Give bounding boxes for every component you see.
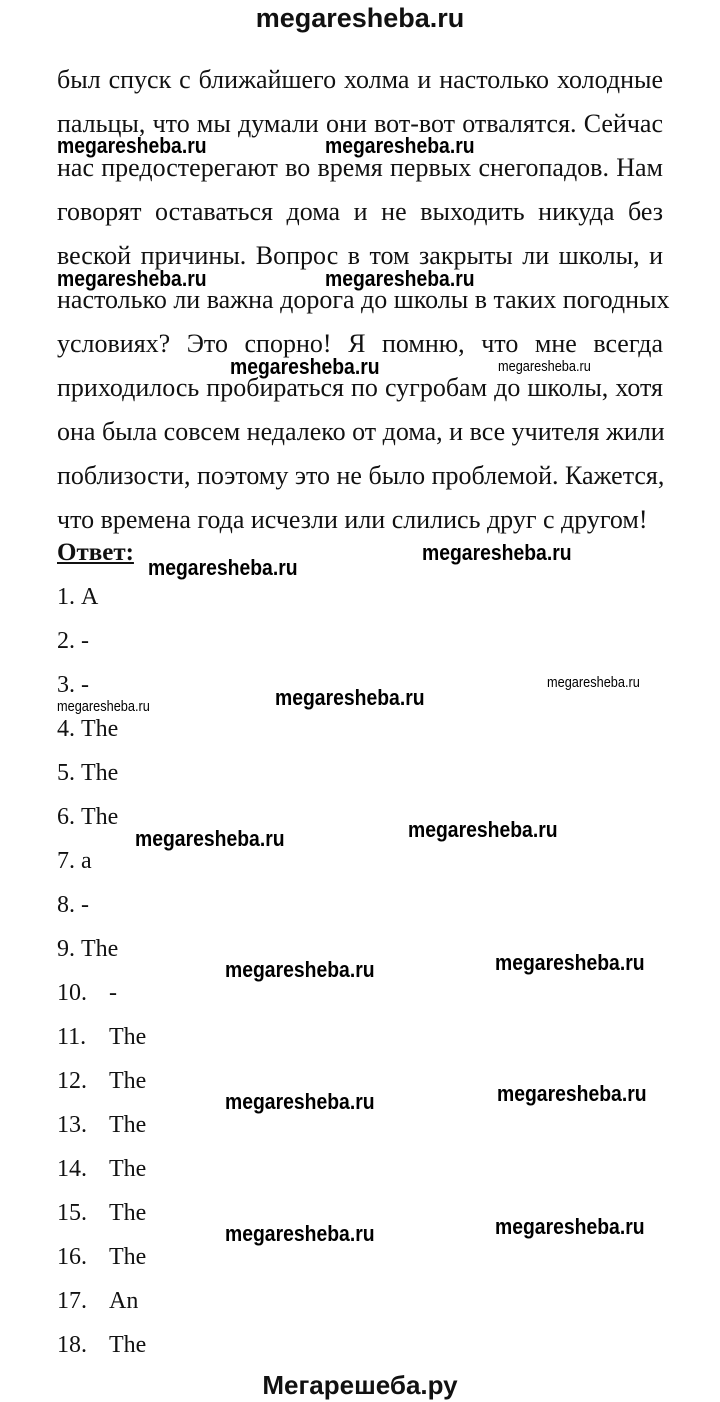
answer-number: 7. <box>57 848 75 874</box>
answer-text: - <box>81 892 89 918</box>
answer-number: 17. <box>57 1288 87 1314</box>
answer-item <box>57 1289 138 1313</box>
watermark-text: megaresheba.ru <box>275 685 425 710</box>
answer-number: 16. <box>57 1244 87 1270</box>
answer-heading: Ответ: <box>57 539 134 566</box>
answer-number: 9. <box>57 936 75 962</box>
answer-text: The <box>109 1024 147 1050</box>
answer-number: 15. <box>57 1200 87 1226</box>
answer-item <box>57 937 118 961</box>
answer-number: 13. <box>57 1112 87 1138</box>
answer-number: 1. <box>57 584 75 610</box>
watermark-text: megaresheba.ru <box>325 266 475 291</box>
watermark-text: megaresheba.ru <box>325 133 475 158</box>
watermark-text: megaresheba.ru <box>148 555 298 580</box>
watermark-text: megaresheba.ru <box>57 133 207 158</box>
answer-number: 11. <box>57 1024 87 1050</box>
answer-number: 12. <box>57 1068 87 1094</box>
watermark-text: megaresheba.ru <box>497 1081 647 1106</box>
answer-item <box>57 673 89 697</box>
answer-item <box>57 1069 146 1093</box>
answer-item <box>57 1113 146 1137</box>
paragraph-line: был спуск с ближайшего холма и настолько холодные <box>57 65 663 94</box>
paragraph-line: условиях? Это спорно! Я помню, что мне всегда <box>57 329 663 358</box>
watermark-text: megaresheba.ru <box>225 1089 375 1114</box>
answer-number: 5. <box>57 760 75 786</box>
watermark-text: megaresheba.ru <box>135 826 285 851</box>
answer-number: 14. <box>57 1156 87 1182</box>
watermark-text: megaresheba.ru <box>225 1221 375 1246</box>
paragraph-line: поблизости, поэтому это не было проблемой. Кажется, <box>57 461 665 490</box>
answer-item <box>57 805 118 829</box>
answer-item <box>57 1025 146 1049</box>
watermark-text: megaresheba.ru <box>495 1214 645 1239</box>
answer-text: The <box>109 1068 147 1094</box>
watermark-text: megaresheba.ru <box>57 698 150 715</box>
answer-item <box>57 717 118 741</box>
answer-text: The <box>109 1332 147 1358</box>
answer-item <box>57 849 92 873</box>
paragraph-line: нас предостерегают во время первых снегопадов. Нам <box>57 153 663 182</box>
answer-number: 8. <box>57 892 75 918</box>
answer-number: 2. <box>57 628 75 654</box>
paragraph-line: пальцы, что мы думали они вот-вот отвалятся. Сейчас <box>57 109 663 138</box>
paragraph-line: она была совсем недалеко от дома, и все учителя жили <box>57 417 665 446</box>
answer-text: - <box>109 980 117 1006</box>
answer-text: - <box>81 672 89 698</box>
answer-item <box>57 1157 146 1181</box>
paragraph-line: приходилось пробираться по сугробам до школы, хотя <box>57 373 663 402</box>
paragraph-line: настолько ли важна дорога до школы в таких погодных <box>57 285 670 314</box>
answer-item <box>57 629 89 653</box>
watermark-text: megaresheba.ru <box>547 674 640 691</box>
answer-text: An <box>109 1288 139 1314</box>
watermark-text: megaresheba.ru <box>230 354 380 379</box>
paragraph-line: веской причины. Вопрос в том закрыты ли школы, и <box>57 241 663 270</box>
answer-number: 10. <box>57 980 87 1006</box>
answer-text: - <box>81 628 89 654</box>
answer-item <box>57 1245 146 1269</box>
answer-text: The <box>81 936 119 962</box>
answer-text: The <box>81 804 119 830</box>
site-footer-watermark: Мегарешеба.ру <box>262 1370 458 1400</box>
watermark-text: megaresheba.ru <box>225 957 375 982</box>
watermark-text: megaresheba.ru <box>498 358 591 375</box>
watermark-text: megaresheba.ru <box>495 950 645 975</box>
answer-item <box>57 893 89 917</box>
answer-text: The <box>109 1156 147 1182</box>
site-header-watermark: megaresheba.ru <box>255 3 465 33</box>
answer-number: 4. <box>57 716 75 742</box>
answer-item <box>57 981 117 1005</box>
paragraph-line: говорят оставаться дома и не выходить никуда без <box>57 197 663 226</box>
watermark-text: megaresheba.ru <box>408 817 558 842</box>
answer-text: The <box>109 1200 147 1226</box>
answer-number: 18. <box>57 1332 87 1358</box>
answer-text: The <box>109 1112 147 1138</box>
answer-text: The <box>81 716 119 742</box>
answer-item <box>57 1333 146 1357</box>
watermark-text: megaresheba.ru <box>422 540 572 565</box>
paragraph-line: что времена года исчезли или слились друг с другом! <box>57 505 648 534</box>
watermark-text: megaresheba.ru <box>57 266 207 291</box>
answer-item <box>57 761 118 785</box>
answer-number: 6. <box>57 804 75 830</box>
answer-text: A <box>81 584 99 610</box>
answer-text: The <box>109 1244 147 1270</box>
answer-text: a <box>81 848 92 874</box>
answer-text: The <box>81 760 119 786</box>
answer-number: 3. <box>57 672 75 698</box>
answer-item <box>57 1201 146 1225</box>
answer-item <box>57 585 98 609</box>
